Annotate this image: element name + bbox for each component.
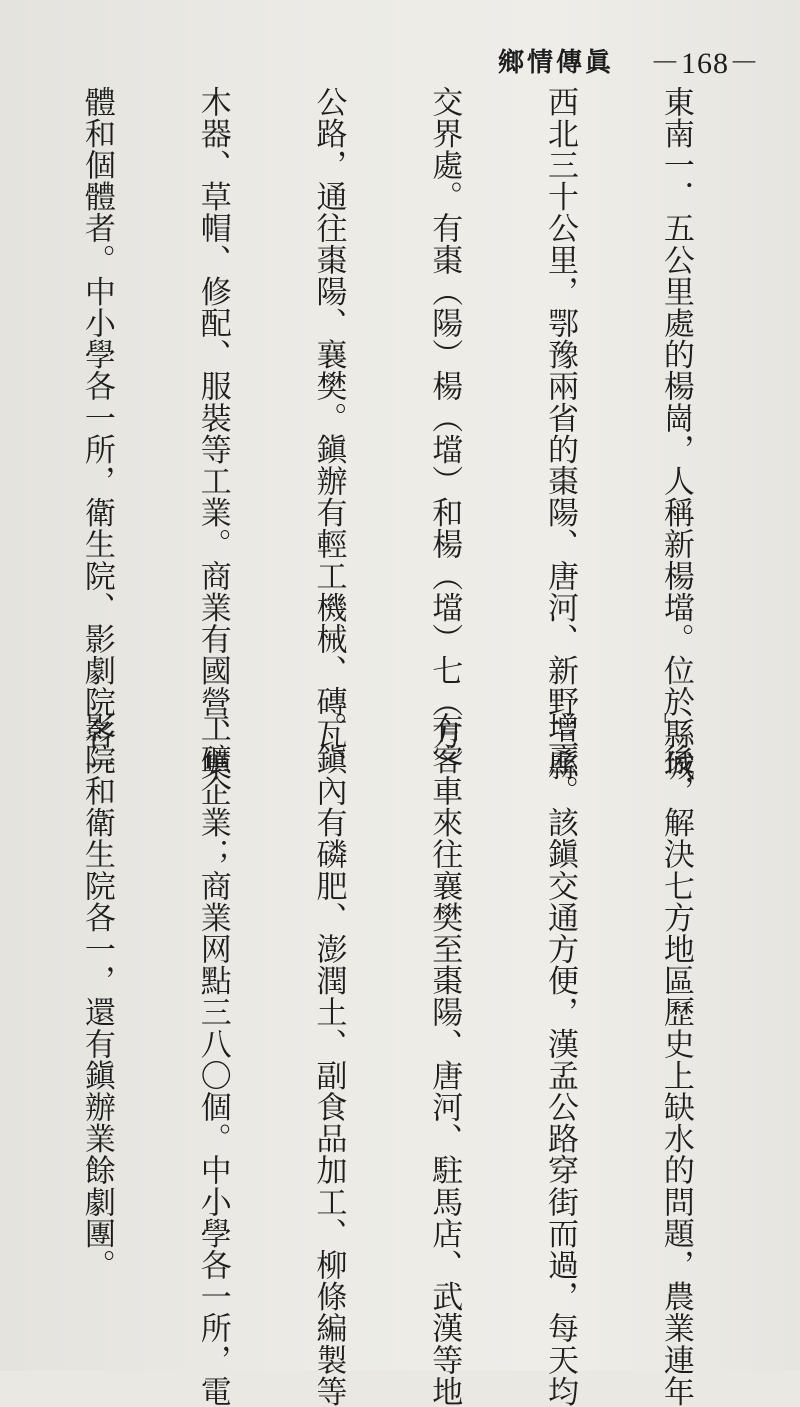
page-number: －168－ — [650, 38, 760, 82]
text-column: 木器、草帽、修配、服裝等工業。商業有國營、集 — [193, 86, 232, 706]
running-title: 鄉情傳眞 — [498, 42, 614, 79]
text-column: 影院和衛生院各一，還有鎭辦業餘劇團。 — [77, 712, 116, 1352]
text-block-bottom — [32, 712, 772, 1352]
text-column: 增產。該鎭交通方便，漢孟公路穿街而過，每天均 — [540, 712, 579, 1352]
page-header — [498, 38, 760, 82]
text-column: 。鎭內有磷肥、澎潤土、副食品加工、柳條編製等 — [309, 712, 348, 1352]
text-column: 有客車來往襄樊至棗陽、唐河、駐馬店、武漢等地 — [425, 712, 464, 1352]
text-column: 公路，通往棗陽、襄樊。鎭辦有輕工機械、磚瓦、 — [309, 86, 348, 706]
text-column: 西北三十公里，鄂豫兩省的棗陽、唐河、新野三縣 — [540, 86, 579, 706]
text-column: 東南一．五公里處的楊崗，人稱新楊壋。位於縣城 — [656, 86, 695, 706]
text-column: 」後，解決七方地區歷史上缺水的問題，農業連年 — [656, 712, 695, 1352]
text-column: 體和個體者。中小學各一所，衛生院、影劇院各一 — [77, 86, 116, 706]
text-block-top — [32, 86, 772, 706]
text-column: 交界處。有棗（陽）楊（壋）和楊（壋）七（方） — [425, 86, 464, 706]
text-column: 工礦企業；商業网點三八〇個。中小學各一所，電 — [193, 712, 232, 1352]
